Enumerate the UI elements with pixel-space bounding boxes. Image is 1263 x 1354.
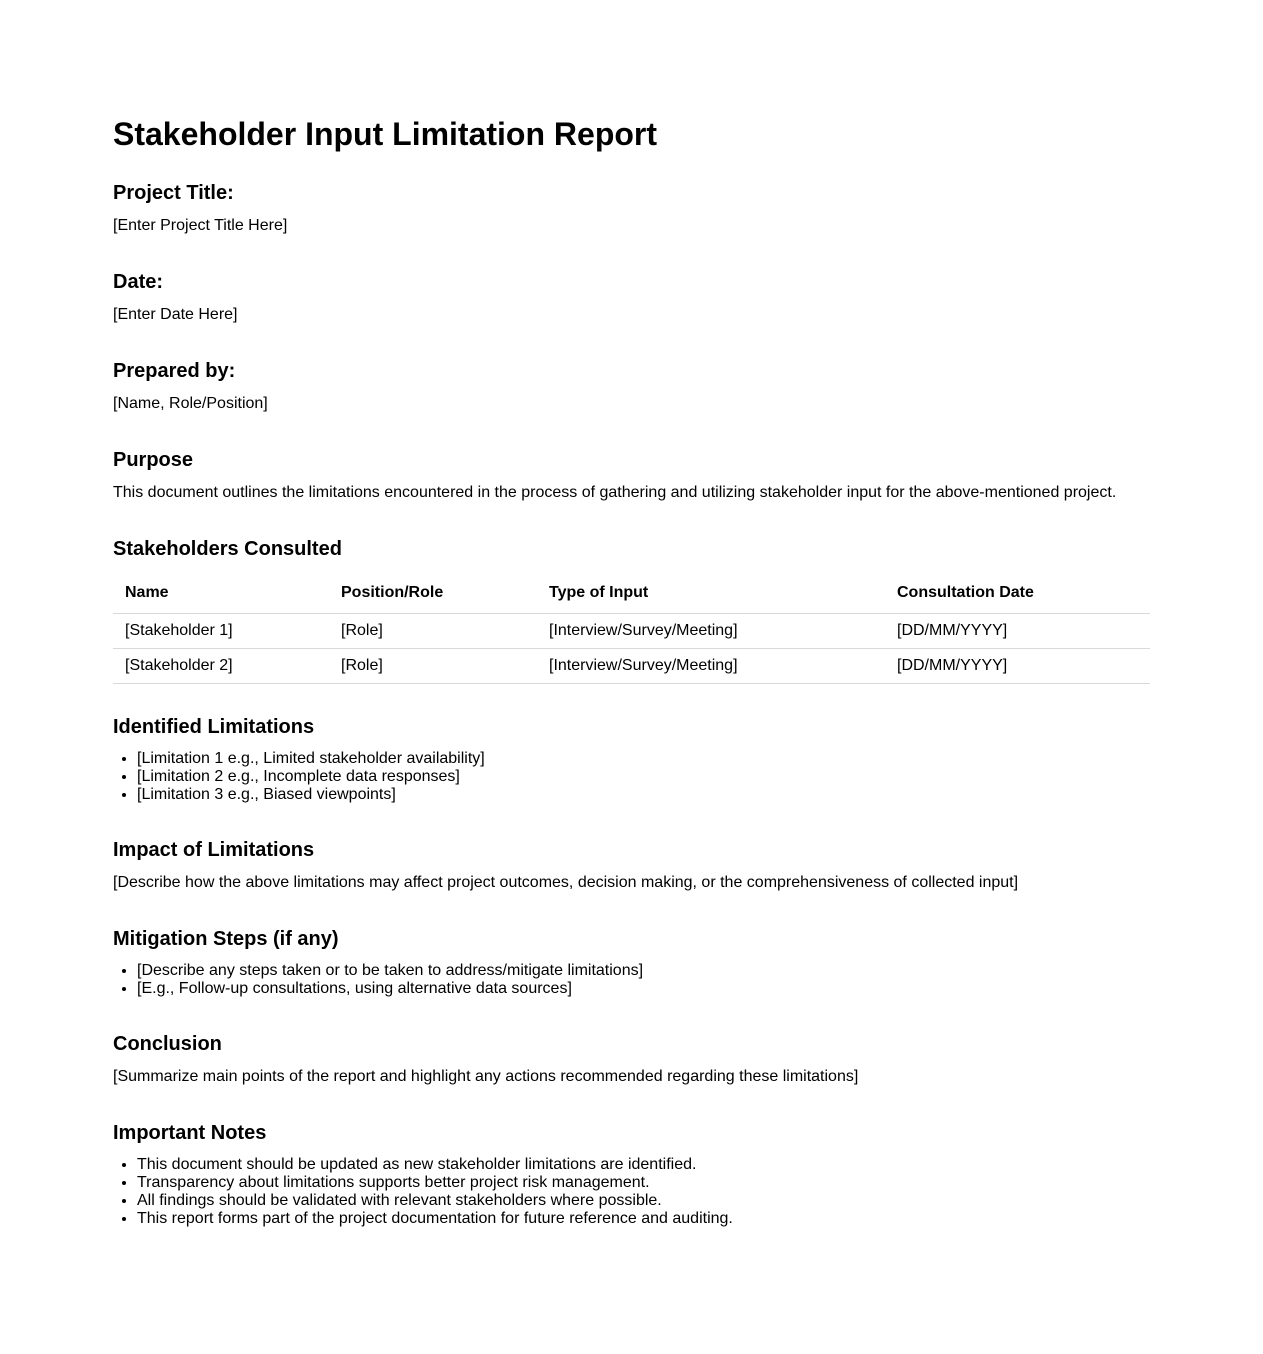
impact-section bbox=[113, 837, 1150, 893]
mitigation-heading: Mitigation Steps (if any) bbox=[113, 928, 339, 950]
table-header-row bbox=[113, 580, 1150, 614]
notes-section bbox=[113, 1120, 1150, 1228]
project-title-section bbox=[113, 180, 1150, 236]
date-heading: Date: bbox=[113, 271, 164, 293]
list-item: • [Limitation 3 e.g., Biased viewpoints] bbox=[137, 786, 1150, 804]
cell-date: [DD/MM/YYYY] bbox=[885, 614, 1150, 649]
column-header-input-type: Type of Input bbox=[537, 580, 885, 614]
list-item: • [E.g., Follow-up consultations, using alternative data sources] bbox=[137, 980, 1150, 998]
purpose-text: This document outlines the limitations encountered in the process of gathering and utilizing stakeholder input for the above-mentioned project. bbox=[113, 484, 1117, 501]
mitigation-list bbox=[113, 962, 1150, 998]
table-row bbox=[113, 649, 1150, 684]
impact-heading: Impact of Limitations bbox=[113, 839, 315, 861]
date-section bbox=[113, 269, 1150, 325]
conclusion-heading: Conclusion bbox=[113, 1033, 222, 1055]
list-item: • [Describe any steps taken or to be taken to address/mitigate limitations] bbox=[137, 962, 1150, 980]
project-title-value: [Enter Project Title Here] bbox=[113, 217, 288, 234]
limitations-section bbox=[113, 714, 1150, 804]
limitations-heading: Identified Limitations bbox=[113, 716, 315, 738]
prepared-by-value: [Name, Role/Position] bbox=[113, 395, 268, 412]
mitigation-section bbox=[113, 926, 1150, 998]
prepared-by-section bbox=[113, 358, 1150, 414]
cell-date: [DD/MM/YYYY] bbox=[885, 649, 1150, 684]
notes-list bbox=[113, 1156, 1150, 1228]
list-item: • [Limitation 2 e.g., Incomplete data responses] bbox=[137, 768, 1150, 786]
cell-name: [Stakeholder 2] bbox=[113, 649, 329, 684]
column-header-consultation-date: Consultation Date bbox=[885, 580, 1150, 614]
list-item: • Transparency about limitations supports better project risk management. bbox=[137, 1174, 1150, 1192]
stakeholders-section bbox=[113, 536, 1150, 684]
list-item: • [Limitation 1 e.g., Limited stakeholder availability] bbox=[137, 750, 1150, 768]
date-value: [Enter Date Here] bbox=[113, 306, 238, 323]
report-title: Stakeholder Input Limitation Report bbox=[113, 116, 658, 152]
column-header-position: Position/Role bbox=[329, 580, 537, 614]
conclusion-text: [Summarize main points of the report and highlight any actions recommended regarding these limitations] bbox=[113, 1068, 859, 1085]
prepared-by-heading: Prepared by: bbox=[113, 360, 236, 382]
stakeholders-heading: Stakeholders Consulted bbox=[113, 538, 342, 560]
conclusion-section bbox=[113, 1031, 1150, 1087]
column-header-name: Name bbox=[113, 580, 329, 614]
list-item: • All findings should be validated with relevant stakeholders where possible. bbox=[137, 1192, 1150, 1210]
purpose-section bbox=[113, 447, 1150, 503]
limitations-list bbox=[113, 750, 1150, 804]
table-row bbox=[113, 614, 1150, 649]
cell-name: [Stakeholder 1] bbox=[113, 614, 329, 649]
purpose-heading: Purpose bbox=[113, 449, 194, 471]
cell-input-type: [Interview/Survey/Meeting] bbox=[537, 649, 885, 684]
notes-heading: Important Notes bbox=[113, 1122, 267, 1144]
cell-role: [Role] bbox=[329, 649, 537, 684]
stakeholders-table bbox=[113, 580, 1150, 684]
list-item: • This document should be updated as new stakeholder limitations are identified. bbox=[137, 1156, 1150, 1174]
project-title-heading: Project Title: bbox=[113, 182, 234, 204]
cell-input-type: [Interview/Survey/Meeting] bbox=[537, 614, 885, 649]
cell-role: [Role] bbox=[329, 614, 537, 649]
list-item: • This report forms part of the project documentation for future reference and auditing. bbox=[137, 1210, 1150, 1228]
impact-text: [Describe how the above limitations may affect project outcomes, decision making, or the comprehensiveness of collected input] bbox=[113, 874, 1019, 891]
